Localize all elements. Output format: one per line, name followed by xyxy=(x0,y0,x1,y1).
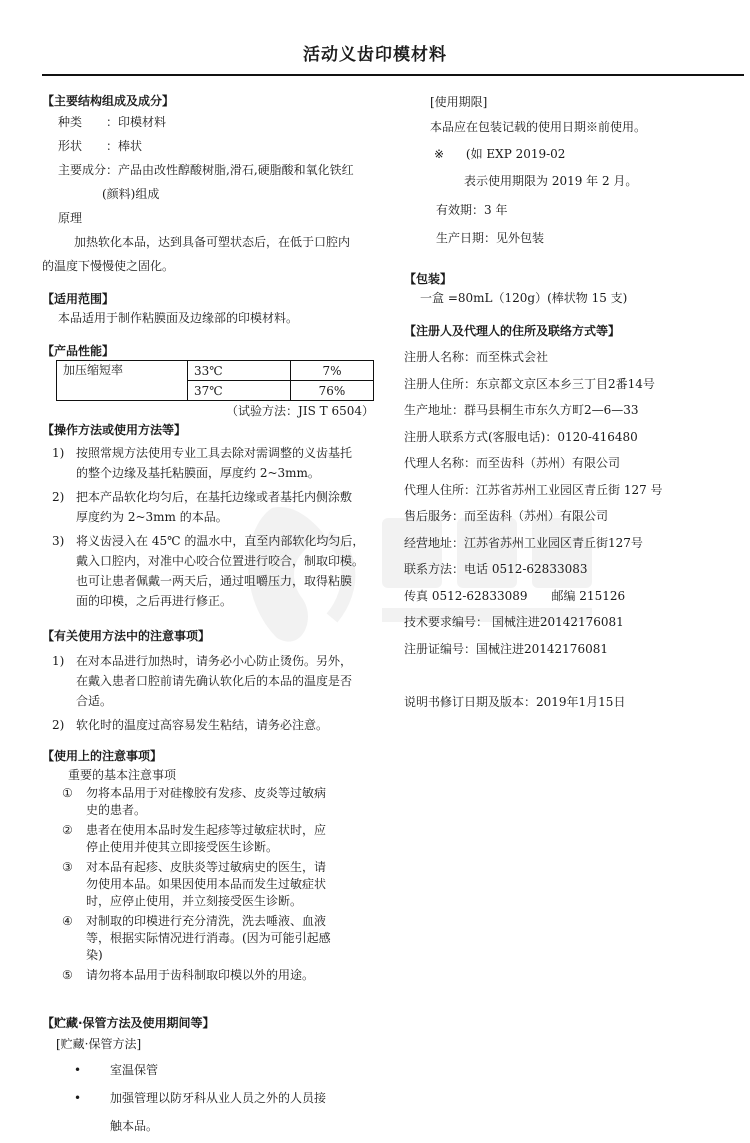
kind-line: 种类 ：印模材料 xyxy=(58,115,167,129)
list-item-text: 的整个边缘及基托粘膜面，厚度约 2~3mm。 xyxy=(76,466,320,480)
table-row-label: 加压缩短率 xyxy=(57,361,188,401)
operation-heading: 【操作方法或使用方法等】 xyxy=(42,423,187,437)
list-item xyxy=(42,913,394,964)
list-item-text: 勿使用本品。如果因使用本品而发生过敏症状 xyxy=(86,877,327,891)
ingredients-line-cont: (颜料)组成 xyxy=(102,187,160,201)
list-item-text: 请勿将本品用于齿科制取印模以外的用途。 xyxy=(86,968,315,982)
registrant-line: 售后服务：而至齿科（苏州）有限公司 xyxy=(404,509,609,523)
operation-steps xyxy=(42,443,394,611)
principle-text: 加热软化本品，达到具备可塑状态后，在低于口腔内 xyxy=(74,235,351,249)
revision-line: 说明书修订日期及版本：2019年1月15日 xyxy=(404,695,626,709)
list-item-number: 2) xyxy=(52,490,65,504)
registrant-line: 传真 0512-62833089 邮编 215126 xyxy=(404,588,626,603)
list-item-text: 合适。 xyxy=(76,694,113,708)
table-cell-value: 7% xyxy=(291,361,374,381)
precautions-heading: 【使用上的注意事项】 xyxy=(42,749,163,763)
list-item-text: 厚度约为 2~3mm 的本品。 xyxy=(76,510,228,524)
list-item-text: 也可让患者佩戴一两天后，通过咀嚼压力，取得粘膜 xyxy=(76,574,353,588)
performance-section xyxy=(42,342,394,421)
list-item-text: 患者在使用本品时发生起疹等过敏症状时，应 xyxy=(86,823,327,837)
storage-items xyxy=(42,1056,394,1140)
registrant-line: 生产地址：群马县桐生市东久方町2—6—33 xyxy=(404,403,639,417)
table-cell-temp: 37℃ xyxy=(188,381,291,401)
left-column xyxy=(42,92,394,1140)
list-item-text-cont: 触本品。 xyxy=(110,1119,159,1133)
operation-section xyxy=(42,421,394,611)
list-item-text: 对本品有起疹、皮肤炎等过敏病史的医生，请 xyxy=(86,860,327,874)
storage-heading: 【贮藏·保管方法及使用期间等】 xyxy=(42,1016,215,1030)
list-item-text: 染) xyxy=(86,948,103,962)
usage-cautions-steps xyxy=(42,651,394,735)
registrant-line: 注册人联系方式(客服电话)：0120-416480 xyxy=(404,429,638,444)
registrant-line: 注册证编号：国械注进20142176081 xyxy=(404,641,608,656)
list-item-number: ③ xyxy=(62,860,73,874)
list-item-text: 对制取的印模进行充分清洗，洗去唾液、血液 xyxy=(86,914,327,928)
list-item-text: 把本产品软化均匀后，在基托边缘或者基托内侧涂敷 xyxy=(76,490,353,504)
ingredients-line: 主要成分：产品由改性醇酸树脂,滑石,硬脂酸和氧化铁红 xyxy=(58,163,354,177)
expiry-text: 本品应在包装记载的使用日期※前使用。 xyxy=(430,120,647,134)
list-item-text: 戴入口腔内，对准中心咬合位置进行咬合，制取印模。 xyxy=(76,554,365,568)
list-item xyxy=(42,967,394,984)
list-item-number: ⑤ xyxy=(62,968,73,982)
list-item-text: 按照常规方法使用专业工具去除对需调整的义齿基托 xyxy=(76,446,353,460)
composition-heading: 【主要结构组成及成分】 xyxy=(42,94,175,108)
note-mark: ※ xyxy=(434,147,445,161)
usage-cautions-heading: 【有关使用方法中的注意事项】 xyxy=(42,629,211,643)
title-rule xyxy=(42,74,744,76)
precautions-items xyxy=(42,785,394,984)
package-section xyxy=(404,270,744,308)
composition-section xyxy=(42,92,394,278)
expiry-note-cont: 表示使用期限为 2019 年 2 月。 xyxy=(464,174,638,188)
list-item-text: 时，应停止使用，并立刻接受医生诊断。 xyxy=(86,894,303,908)
registrant-line: 经营地址：江苏省苏州工业园区青丘街127号 xyxy=(404,535,643,550)
list-item-text: 史的患者。 xyxy=(86,803,147,817)
usage-cautions-section xyxy=(42,627,394,735)
principle-text-cont: 的温度下慢慢使之固化。 xyxy=(42,259,175,273)
list-item-text: 等，根据实际情况进行消毒。(因为可能引起感 xyxy=(86,931,331,945)
right-column xyxy=(404,92,744,714)
bullet-icon: • xyxy=(74,1063,82,1077)
list-item-text: 加强管理以防牙科从业人员之外的人员接 xyxy=(110,1091,327,1105)
registrant-section xyxy=(404,322,744,714)
list-item-text: 在戴入患者口腔前请先确认软化后的本品的温度是否 xyxy=(76,674,353,688)
package-text: 一盒 =80mL（120g）(棒状物 15 支) xyxy=(420,291,628,305)
list-item xyxy=(42,822,394,856)
registrant-line: 注册人名称：而至株式会社 xyxy=(404,350,549,364)
list-item-text: 在对本品进行加热时，请务必小心防止烫伤。另外， xyxy=(76,654,353,668)
shape-line: 形状 ：棒状 xyxy=(58,139,143,153)
table-cell-temp: 33℃ xyxy=(188,361,291,381)
principle-label: 原理 xyxy=(58,211,83,225)
document-title: 活动义齿印模材料 xyxy=(303,45,447,65)
scope-text: 本品适用于制作粘膜面及边缘部的印模材料。 xyxy=(58,311,299,325)
test-method: （试验方法：JIS T 6504） xyxy=(226,404,374,418)
registrant-lines xyxy=(404,344,744,662)
list-item-number: 1) xyxy=(52,654,65,668)
list-item xyxy=(42,443,394,483)
list-item xyxy=(42,785,394,819)
list-item-text: 停止使用并使其立即接受医生诊断。 xyxy=(86,840,279,854)
table-row xyxy=(57,361,374,381)
registrant-line: 联系方法：电话 0512-62833083 xyxy=(404,562,588,576)
expiry-note xyxy=(404,142,744,166)
list-item-number: 1) xyxy=(52,446,65,460)
list-item-text: 软化时的温度过高容易发生粘结，请务必注意。 xyxy=(76,718,329,732)
list-item-text: 将义齿浸入在 45℃ 的温水中，直至内部软化均匀后， xyxy=(76,534,365,548)
expiry-section xyxy=(404,92,744,252)
list-item xyxy=(42,1056,394,1084)
precautions-subheading: 重要的基本注意事项 xyxy=(68,768,177,782)
table-cell-value: 76% xyxy=(291,381,374,401)
list-item-number: 3) xyxy=(52,534,65,548)
performance-heading: 【产品性能】 xyxy=(42,344,115,358)
registrant-line: 代理人住所：江苏省苏州工业园区青丘街 127 号 xyxy=(404,482,663,497)
storage-subheading: [贮藏·保管方法] xyxy=(56,1037,142,1051)
bullet-icon: • xyxy=(74,1091,82,1105)
list-item-text: 室温保管 xyxy=(110,1063,159,1077)
list-item-text: 面的印模，之后再进行修正。 xyxy=(76,594,233,608)
note-text: (如 EXP 2019-02 xyxy=(465,147,566,161)
list-item xyxy=(42,1084,394,1140)
package-heading: 【包装】 xyxy=(404,272,453,286)
registrant-line: 注册人住所：东京都文京区本乡三丁目2番14号 xyxy=(404,376,655,391)
list-item-text: 勿将本品用于对硅橡胶有发疹、皮炎等过敏病 xyxy=(86,786,327,800)
list-item xyxy=(42,487,394,527)
list-item xyxy=(42,531,394,611)
storage-section xyxy=(42,1014,394,1140)
list-item-number: ④ xyxy=(62,914,73,928)
list-item xyxy=(42,859,394,910)
validity-line: 有效期：3 年 xyxy=(436,203,508,217)
expiry-heading: [使用期限] xyxy=(430,95,488,109)
performance-table xyxy=(56,360,374,401)
scope-section xyxy=(42,290,394,328)
list-item-number: ② xyxy=(62,823,73,837)
registrant-line: 技术要求编号： 国械注进20142176081 xyxy=(404,615,624,629)
precautions-section xyxy=(42,747,394,984)
list-item xyxy=(42,651,394,711)
list-item-number: ① xyxy=(62,786,73,800)
list-item-number: 2) xyxy=(52,718,65,732)
scope-heading: 【适用范围】 xyxy=(42,292,115,306)
registrant-heading: 【注册人及代理人的住所及联络方式等】 xyxy=(404,324,621,338)
registrant-line: 代理人名称：而至齿科（苏州）有限公司 xyxy=(404,456,621,470)
list-item xyxy=(42,715,394,735)
production-date-line: 生产日期：见外包装 xyxy=(436,231,545,245)
